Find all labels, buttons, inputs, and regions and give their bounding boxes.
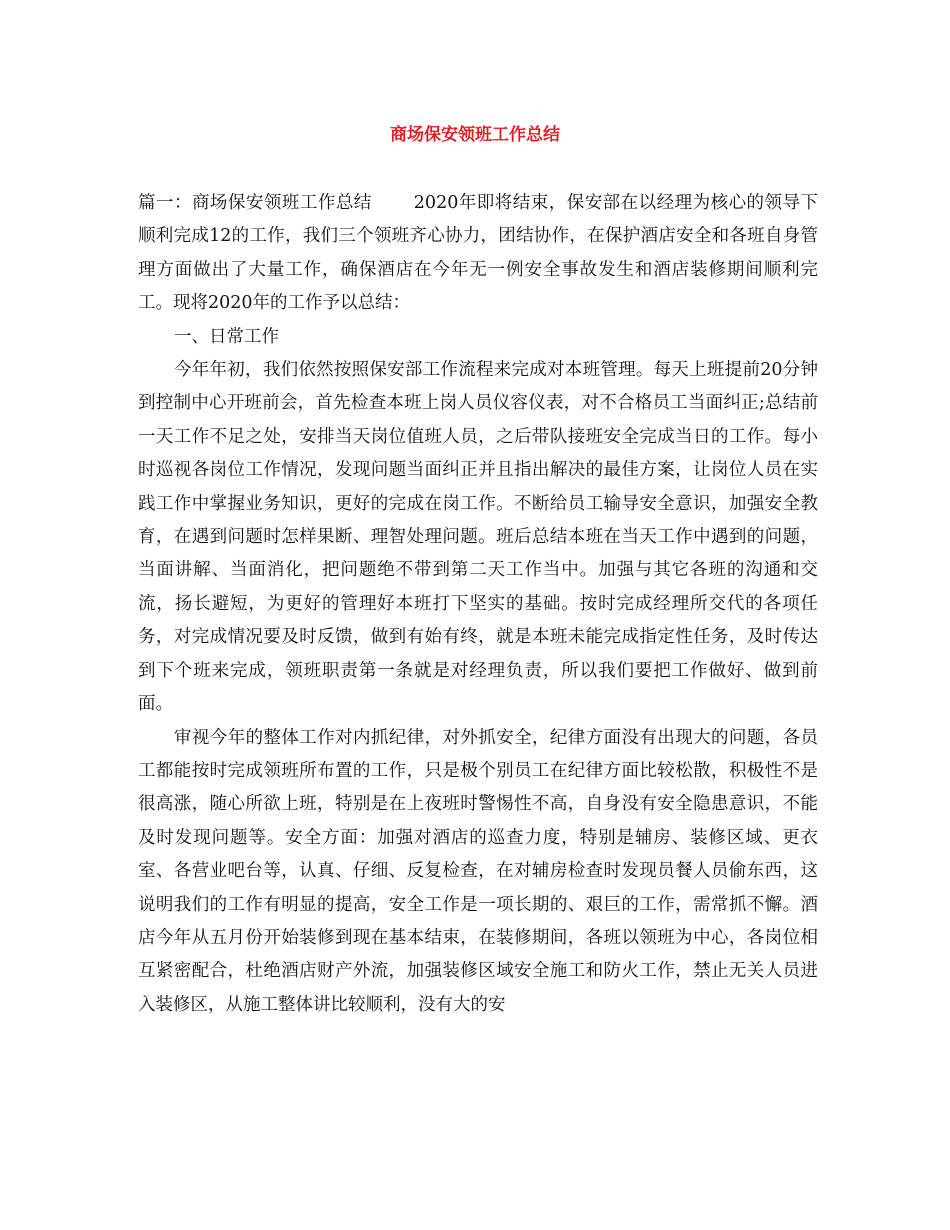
paragraph-daily-work: 今年年初，我们依然按照保安部工作流程来完成对本班管理。每天上班提前20分钟到控制中心开班前会，首先检查本班上岗人员仪容仪表，对不合格员工当面纠正;总结前一天工作不足之处，安排当天岗位值班人员，之后带队接班安全完成当日的工作。每小时巡视各岗位工作情况，发现问题当面纠正并且指出解决的最佳方案，让岗位人员在实践工作中掌握业务知识，更好的完成在岗工作。不断给员工输导安全意识，加强安全教育，在遇到问题时怎样果断、理智处理问题。班后总结本班在当天工作中遇到的问题，当面讲解、当面消化，把问题绝不带到第二天工作当中。加强与其它各班的沟通和交流，扬长避短，为更好的管理好本班打下坚实的基础。按时完成经理所交代的各项任务，对完成情况要及时反馈，做到有始有终，就是本班未能完成指定性任务，及时传达到下个班来完成，领班职责第一条就是对经理负责，所以我们要把工作做好、做到前面。 <box>138 360 818 715</box>
section-heading: 一、日常工作 <box>174 326 279 347</box>
paragraph-review: 审视今年的整体工作对内抓纪律，对外抓安全，纪律方面没有出现大的问题，各员工都能按时完成领班所布置的工作，只是极个别员工在纪律方面比较松散，积极性不是很高涨，随心所欲上班，特别是在上夜班时警惕性不高，自身没有安全隐患意识，不能及时发现问题等。安全方面：加强对酒店的巡查力度，特别是辅房、装修区域、更衣室、各营业吧台等，认真、仔细、反复检查，在对辅房检查时发现员餐人员偷东西，这说明我们的工作有明显的提高，安全工作是一项长期的、艰巨的工作，需常抓不懈。酒店今年从五月份开始装修到现在基本结束，在装修期间，各班以领班为中心，各岗位相互紧密配合，杜绝酒店财产外流，加强装修区域安全施工和防火工作，禁止无关人员进入装修区，从施工整体讲比较顺利，没有大的安 <box>138 727 818 1015</box>
document-title: 商场保安领班工作总结 <box>390 125 560 145</box>
document-body <box>138 187 818 1022</box>
intro-paragraph <box>138 187 818 321</box>
intro-label: 篇一：商场保安领班工作总结 <box>138 193 372 213</box>
intro-text: 2020年即将结束，保安部在以经理为核心的领导下顺利完成12的工作，我们三个领班齐心协力，团结协作，在保护酒店安全和各班自身管理方面做出了大量工作，确保酒店在今年无一例安全事故发生和酒店装修期间顺利完工。现将2020年的工作予以总结： <box>138 193 819 314</box>
